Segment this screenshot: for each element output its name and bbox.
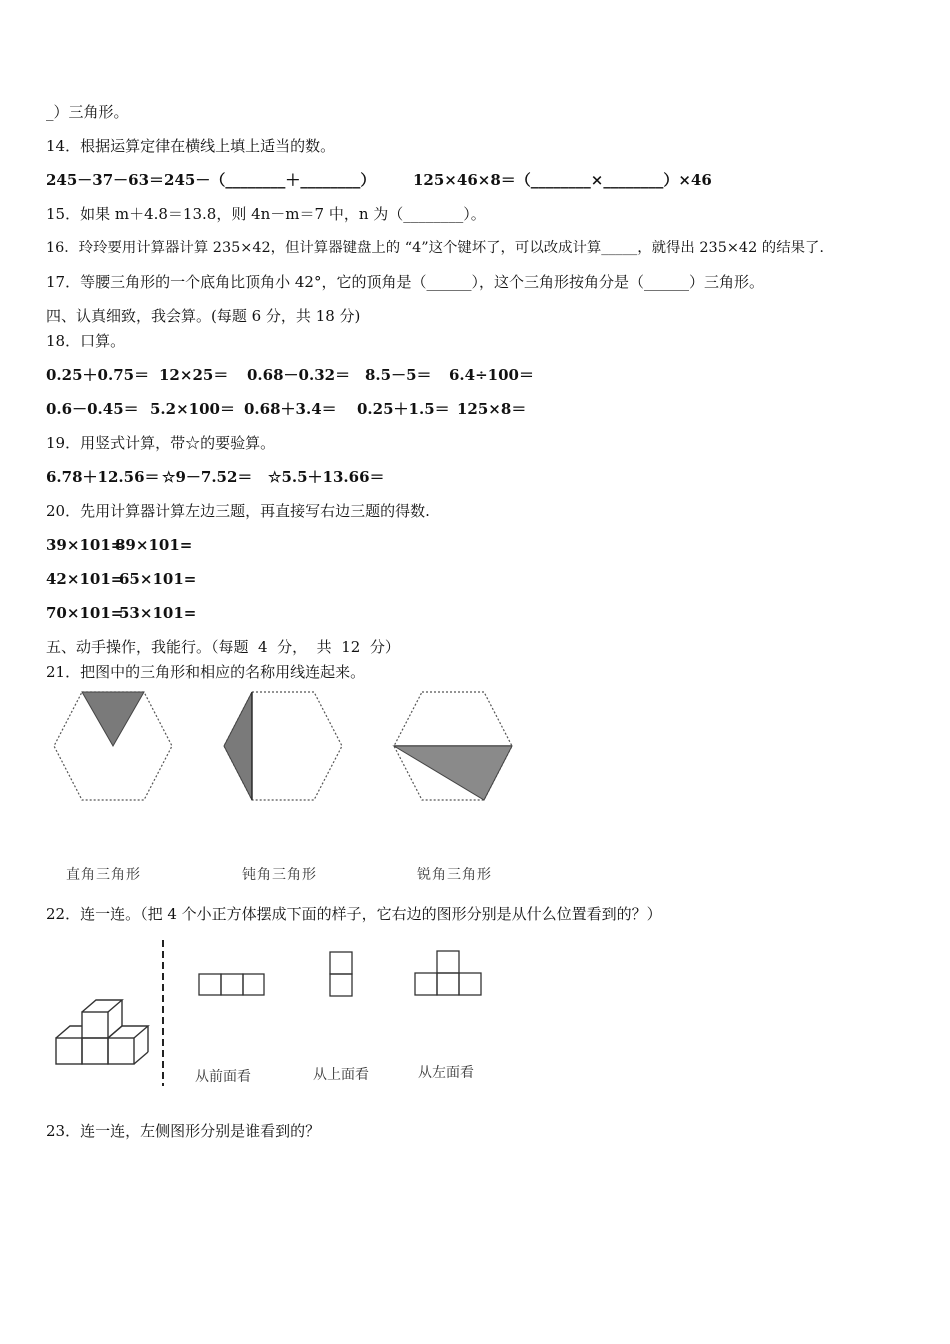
question-17: 17．等腰三角形的一个底角比顶角小 42°，它的顶角是（______），这个三角形按角分是（______）三角形。: [46, 273, 764, 291]
question-23: 23．连一连，左侧图形分别是谁看到的？: [46, 1122, 321, 1140]
oral-calc-item: 125×8＝: [457, 400, 527, 418]
view-two-stacked: [329, 951, 354, 997]
cube-stack-figure: [52, 994, 152, 1068]
oral-calc-item: 0.68＋3.4＝: [244, 400, 337, 418]
calc-left: 70×101=: [46, 604, 124, 622]
oral-calc-item: 8.5－5＝: [365, 366, 432, 384]
label-left-view: 从左面看: [418, 1065, 474, 1081]
calc-left: 42×101=: [46, 570, 124, 588]
acute-triangle-shape: [394, 746, 512, 800]
oral-calc-item: 5.2×100＝: [150, 400, 235, 418]
label-right-triangle: 直角三角形: [66, 867, 141, 883]
calc-left: 39×101=: [46, 536, 124, 554]
hexagon-figure-1: [50, 690, 176, 802]
oral-calc-item: 0.25＋0.75＝: [46, 366, 150, 384]
label-top-view: 从上面看: [313, 1067, 369, 1083]
question-20: 20．先用计算器计算左边三题，再直接写右边三题的得数.: [46, 502, 430, 520]
hexagon-figure-3: [390, 690, 516, 802]
label-acute-triangle: 锐角三角形: [417, 867, 492, 883]
question-14-expr-b: 125×46×8＝（________×________）×46: [413, 171, 712, 189]
question-18: 18．口算。: [46, 332, 126, 350]
oral-calc-item: 12×25＝: [159, 366, 229, 384]
question-21: 21．把图中的三角形和相应的名称用线连起来。: [46, 663, 366, 681]
label-obtuse-triangle: 钝角三角形: [242, 867, 317, 883]
question-16: 16．玲玲要用计算器计算 235×42，但计算器键盘上的 “4”这个键坏了，可以改成计算_____，就得出 235×42 的结果了.: [46, 240, 824, 256]
right-triangle-shape: [82, 692, 144, 746]
obtuse-triangle-shape: [224, 692, 252, 800]
line-continuation: _）三角形。: [46, 103, 129, 121]
calc-right: 89×101=: [115, 536, 193, 554]
question-22: 22．连一连。（把 4 个小正方体摆成下面的样子，它右边的图形分别是从什么位置看到的？）: [46, 905, 662, 923]
calc-right: 53×101=: [119, 604, 197, 622]
calc-right: 65×101=: [119, 570, 197, 588]
section-5-heading: 五、动手操作，我能行。（每题 4 分， 共 12 分）: [46, 638, 400, 656]
hexagon-figure-2: [220, 690, 346, 802]
question-14: 14．根据运算定律在横线上填上适当的数。: [46, 137, 336, 155]
oral-calc-item: 0.25＋1.5＝: [357, 400, 450, 418]
section-4-heading: 四、认真细致，我会算。(每题 6 分，共 18 分): [46, 307, 361, 325]
vertical-calc-item: ☆5.5＋13.66＝: [268, 468, 385, 486]
question-14-expr-a: 245－37－63＝245－（________＋________）: [46, 171, 376, 189]
view-three-in-row: [198, 973, 266, 997]
oral-calc-item: 6.4÷100＝: [449, 366, 534, 384]
view-t-shape: [414, 950, 482, 996]
question-15: 15．如果 m＋4.8＝13.8，则 4n－m＝7 中，n 为（________）。: [46, 205, 486, 223]
vertical-calc-item: ☆9－7.52＝: [162, 468, 253, 486]
question-19: 19．用竖式计算，带☆的要验算。: [46, 434, 276, 452]
vertical-calc-item: 6.78＋12.56＝: [46, 468, 160, 486]
label-front-view: 从前面看: [195, 1069, 251, 1085]
oral-calc-item: 0.68－0.32＝: [247, 366, 351, 384]
dashed-separator: [160, 940, 166, 1086]
oral-calc-item: 0.6－0.45＝: [46, 400, 139, 418]
